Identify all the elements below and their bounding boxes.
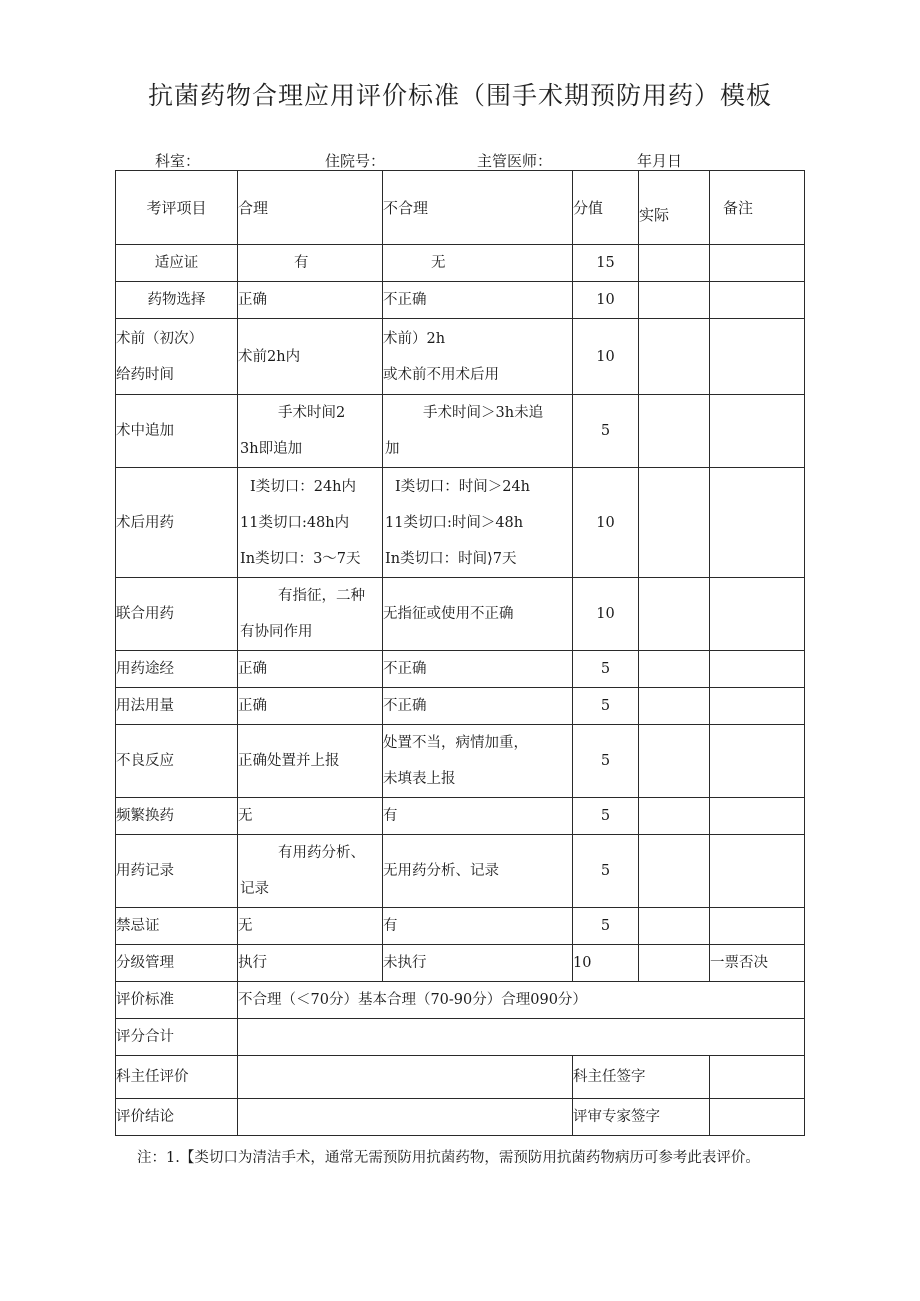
table-row (116, 319, 805, 395)
score-cell: 5 (573, 908, 639, 945)
item-cell: 禁忌证 (116, 908, 238, 945)
standard-row (116, 982, 805, 1019)
director-sign-cell[interactable] (710, 1056, 805, 1099)
score-cell: 10 (573, 945, 639, 982)
header-actual: 实际 (639, 171, 710, 245)
remark-cell (710, 798, 805, 835)
date-label: 年月日 (637, 152, 683, 170)
item-cell: 频繁换药 (116, 798, 238, 835)
conclusion-row (116, 1099, 805, 1136)
text-line: 有指征，二种 (278, 588, 365, 604)
remark-cell (710, 395, 805, 468)
score-cell: 5 (573, 688, 639, 725)
remark-cell (710, 282, 805, 319)
item-cell: 药物选择 (116, 282, 238, 319)
table-row (116, 468, 805, 578)
table-row (116, 835, 805, 908)
item-cell: 用药记录 (116, 835, 238, 908)
total-row (116, 1019, 805, 1056)
table-row (116, 395, 805, 468)
actual-cell[interactable] (639, 835, 710, 908)
score-cell: 10 (573, 468, 639, 578)
total-label: 评分合计 (116, 1019, 238, 1056)
table-row (116, 651, 805, 688)
reasonable-cell: 正确 (238, 651, 383, 688)
unreasonable-cell: 不正确 (383, 688, 573, 725)
total-value-cell[interactable] (238, 1019, 805, 1056)
score-cell: 5 (573, 798, 639, 835)
unreasonable-cell (383, 395, 573, 468)
unreasonable-cell: 有 (383, 798, 573, 835)
footnote: 注：1.【类切口为清洁手术，通常无需预防用抗菌药物，需预防用抗菌药物病历可参考此表评价。 (137, 1150, 760, 1166)
score-cell: 5 (573, 725, 639, 798)
text-line: 记录 (240, 881, 269, 897)
text-line: 有协同作用 (240, 624, 313, 640)
unreasonable-cell: 未执行 (383, 945, 573, 982)
unreasonable-cell (383, 468, 573, 578)
table-row (116, 578, 805, 651)
text-line: 或术前不用术后用 (383, 366, 499, 383)
actual-cell[interactable] (639, 245, 710, 282)
item-cell (116, 319, 238, 395)
table-row (116, 798, 805, 835)
score-cell: 10 (573, 319, 639, 395)
actual-cell[interactable] (639, 578, 710, 651)
remark-cell (710, 688, 805, 725)
text-line: 手术时间＞3h未追 (423, 405, 544, 421)
conclusion-label: 评价结论 (116, 1099, 238, 1136)
item-cell: 术后用药 (116, 468, 238, 578)
text-line: In类切口：时间⟩7天 (385, 550, 517, 567)
table-row (116, 688, 805, 725)
remark-cell (710, 908, 805, 945)
remark-cell (710, 835, 805, 908)
score-cell: 10 (573, 282, 639, 319)
text-line: 11类切口:时间＞48h (385, 514, 524, 531)
unreasonable-cell (383, 725, 573, 798)
reasonable-cell: 正确 (238, 282, 383, 319)
reasonable-cell: 正确 (238, 688, 383, 725)
director-evaluation-cell[interactable] (238, 1056, 573, 1099)
remark-cell (710, 468, 805, 578)
actual-cell[interactable] (639, 282, 710, 319)
unreasonable-cell: 无用药分析、记录 (383, 835, 573, 908)
header-unreasonable: 不合理 (383, 171, 573, 245)
reasonable-cell: 正确处置并上报 (238, 725, 383, 798)
reasonable-cell (238, 835, 383, 908)
standard-text: 不合理（＜70分）基本合理（70-90分）合理090分） (238, 982, 805, 1019)
reasonable-cell: 无 (238, 908, 383, 945)
reasonable-cell: 有 (238, 245, 383, 282)
physician-label: 主管医师： (477, 152, 553, 170)
conclusion-cell[interactable] (238, 1099, 573, 1136)
unreasonable-cell: 不正确 (383, 651, 573, 688)
actual-cell[interactable] (639, 725, 710, 798)
actual-cell[interactable] (639, 319, 710, 395)
text-line: I类切口：24h内 (250, 478, 357, 495)
item-line: 术前（初次） (116, 330, 203, 347)
actual-cell[interactable] (639, 395, 710, 468)
remark-cell (710, 725, 805, 798)
unreasonable-cell: 无 (383, 245, 573, 282)
header-row (116, 171, 805, 245)
unreasonable-cell: 不正确 (383, 282, 573, 319)
item-cell: 用药途经 (116, 651, 238, 688)
item-cell: 用法用量 (116, 688, 238, 725)
table-row (116, 725, 805, 798)
department-label: 科室： (155, 152, 201, 170)
reasonable-cell (238, 395, 383, 468)
text-line: 11类切口:48h内 (240, 514, 350, 531)
actual-cell[interactable] (639, 908, 710, 945)
text-line: 未填表上报 (383, 771, 456, 787)
item-cell: 联合用药 (116, 578, 238, 651)
table-row (116, 245, 805, 282)
unreasonable-cell: 有 (383, 908, 573, 945)
actual-cell[interactable] (639, 468, 710, 578)
reasonable-cell: 执行 (238, 945, 383, 982)
item-cell: 术中追加 (116, 395, 238, 468)
actual-cell[interactable] (639, 945, 710, 982)
item-cell: 不良反应 (116, 725, 238, 798)
item-cell: 适应证 (116, 245, 238, 282)
standard-label: 评价标准 (116, 982, 238, 1019)
text-line: 有用药分析、 (278, 845, 365, 861)
page-title: 抗菌药物合理应用评价标准（围手术期预防用药）模板 (147, 81, 772, 110)
text-line: 3h即追加 (240, 441, 303, 457)
remark-cell (710, 651, 805, 688)
evaluation-table (115, 170, 805, 1136)
expert-sign-label: 评审专家签字 (573, 1099, 710, 1136)
text-line: 加 (385, 441, 400, 457)
score-cell: 5 (573, 395, 639, 468)
text-line: In类切口：3～7天 (240, 550, 361, 567)
table-row (116, 945, 805, 982)
text-line: 处置不当，病情加重， (383, 735, 528, 751)
item-line: 给药时间 (116, 366, 174, 383)
table-row (116, 908, 805, 945)
reasonable-cell: 术前2h内 (238, 319, 383, 395)
text-line: 手术时间2 (278, 405, 346, 421)
director-label: 科主任评价 (116, 1056, 238, 1099)
expert-sign-cell[interactable] (710, 1099, 805, 1136)
remark-cell: 一票否决 (710, 945, 805, 982)
score-cell: 15 (573, 245, 639, 282)
unreasonable-cell (383, 319, 573, 395)
score-cell: 10 (573, 578, 639, 651)
text-line: 术前）2h (383, 330, 446, 347)
reasonable-cell (238, 468, 383, 578)
header-score: 分值 (573, 171, 639, 245)
reasonable-cell: 无 (238, 798, 383, 835)
text-line: I类切口：时间＞24h (395, 478, 531, 495)
item-cell: 分级管理 (116, 945, 238, 982)
header-reasonable: 合理 (238, 171, 383, 245)
score-cell: 5 (573, 835, 639, 908)
score-cell: 5 (573, 651, 639, 688)
actual-cell[interactable] (639, 688, 710, 725)
header-item: 考评项目 (116, 171, 238, 245)
remark-cell (710, 245, 805, 282)
header-remark: 备注 (710, 171, 805, 245)
remark-cell (710, 319, 805, 395)
table-row (116, 282, 805, 319)
admission-no-label: 住院号： (325, 152, 386, 170)
actual-cell[interactable] (639, 651, 710, 688)
unreasonable-cell: 无指征或使用不正确 (383, 578, 573, 651)
director-sign-label: 科主任签字 (573, 1056, 710, 1099)
actual-cell[interactable] (639, 798, 710, 835)
director-row (116, 1056, 805, 1099)
remark-cell (710, 578, 805, 651)
reasonable-cell (238, 578, 383, 651)
